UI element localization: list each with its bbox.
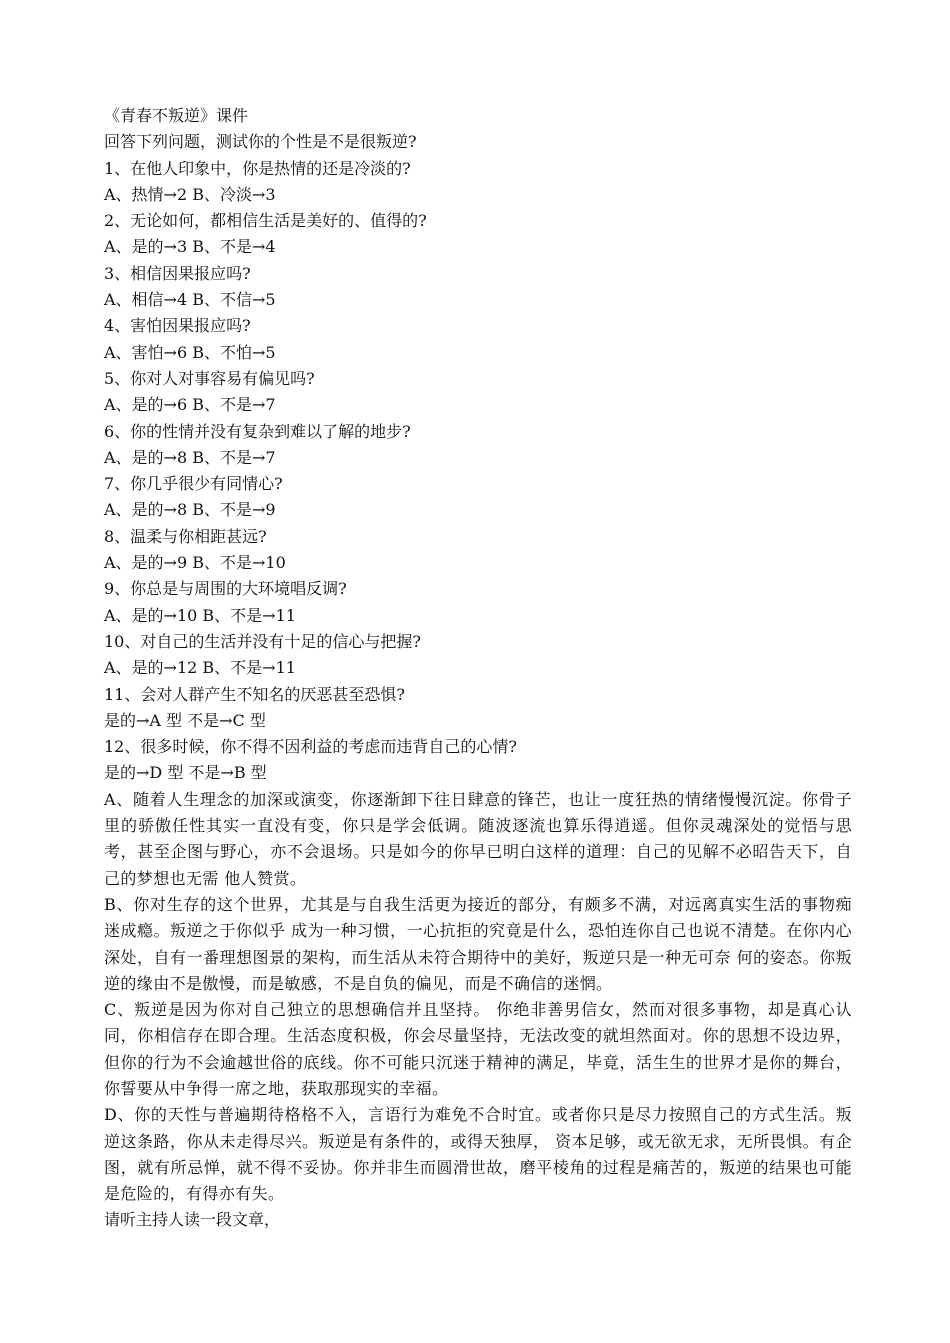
question-10: 10、对自己的生活并没有十足的信心与把握?: [104, 631, 421, 651]
answer-11: 是的→A 型 不是→C 型: [104, 710, 266, 730]
quiz-intro: 回答下列问题，测试你的个性是不是很叛逆?: [104, 132, 417, 152]
question-11: 11、会对人群产生不知名的厌恶甚至恐惧?: [104, 684, 405, 704]
result-a-paragraph: A、随着人生理念的加深或演变，你逐渐卸下往日肆意的锋芒，也让一度狂热的情绪慢慢沉淀。你骨子里的骄傲任性其实一直没有变，你只是学会低调。随波逐流也算乐得逍遥。但你灵魂深处的觉悟与思考，甚至企图与野心，亦不会退场。只是如今的你早已明白这样的道理：自己的见解不必昭告天下，自己的梦想也无需 他人赞赏。: [104, 789, 852, 888]
answer-7: A、是的→8 B、不是→9: [104, 500, 276, 520]
answer-3: A、相信→4 B、不信→5: [104, 290, 276, 310]
answer-10: A、是的→12 B、不是→11: [104, 658, 296, 678]
document-title: 《青春不叛逆》课件: [104, 106, 249, 125]
answer-5: A、是的→6 B、不是→7: [104, 395, 276, 415]
result-c-paragraph: C、叛逆是因为你对自己独立的思想确信并且坚持。 你绝非善男信女，然而对很多事物，却是真心认同，你相信存在即合理。生活态度积极，你会尽量坚持，无法改变的就坦然面对。你的思想不设边界，但你的行为不会逾越世俗的底线。你不可能只沉迷于精神的满足，毕竟，活生生的世界才是你的舞台，你誓要从中争得一席之地，获取那现实的幸福。: [104, 1000, 852, 1098]
question-7: 7、你几乎很少有同情心?: [104, 474, 283, 494]
closing-line: 请听主持人读一段文章，: [104, 1210, 281, 1230]
answer-9: A、是的→10 B、不是→11: [104, 605, 296, 625]
question-9: 9、你总是与周围的大环境唱反调?: [104, 579, 347, 599]
question-3: 3、相信因果报应吗?: [104, 263, 251, 283]
question-1: 1、在他人印象中，你是热情的还是冷淡的?: [104, 158, 411, 178]
question-8: 8、温柔与你相距甚远?: [104, 526, 267, 546]
answer-8: A、是的→9 B、不是→10: [104, 553, 286, 573]
question-12: 12、很多时候，你不得不因利益的考虑而违背自己的心情?: [104, 737, 517, 757]
result-b-paragraph: B、你对生存的这个世界，尤其是与自我生活更为接近的部分，有颇多不满，对远离真实生活的事物痴迷成瘾。叛逆之于你似乎 成为一种习惯，一心抗拒的究竟是什么，恐怕连你自己也说不清楚。在你内心深处，自有一番理想图景的架构，而生活从未符合期待中的美好，叛逆只是一种无可奈 何的姿态。你叛逆的缘由不是傲慢，而是敏感，不是自负的偏见，而是不确信的迷惘。: [104, 894, 852, 993]
question-4: 4、害怕因果报应吗?: [104, 316, 251, 336]
answer-4: A、害怕→6 B、不怕→5: [104, 342, 276, 362]
question-5: 5、你对人对事容易有偏见吗?: [104, 368, 315, 388]
document-page: [104, 103, 852, 1234]
question-2: 2、无论如何，都相信生活是美好的、值得的?: [104, 211, 427, 231]
answer-6: A、是的→8 B、不是→7: [104, 447, 276, 467]
answer-2: A、是的→3 B、不是→4: [104, 237, 276, 257]
result-d-paragraph: D、你的天性与普遍期待格格不入，言语行为难免不合时宜。或者你只是尽力按照自己的方式生活。叛逆这条路，你从未走得尽兴。叛逆是有条件的，或得天独厚， 资本足够，或无欲无求，无所畏惧。有企图，就有所忌惮，就不得不妥协。你并非生而圆滑世故，磨平棱角的过程是痛苦的，叛逆的结果也可能是危险的，有得亦有失。: [104, 1105, 852, 1204]
answer-12: 是的→D 型 不是→B 型: [104, 763, 267, 783]
question-6: 6、你的性情并没有复杂到难以了解的地步?: [104, 421, 411, 441]
answer-1: A、热情→2 B、冷淡→3: [104, 184, 276, 204]
